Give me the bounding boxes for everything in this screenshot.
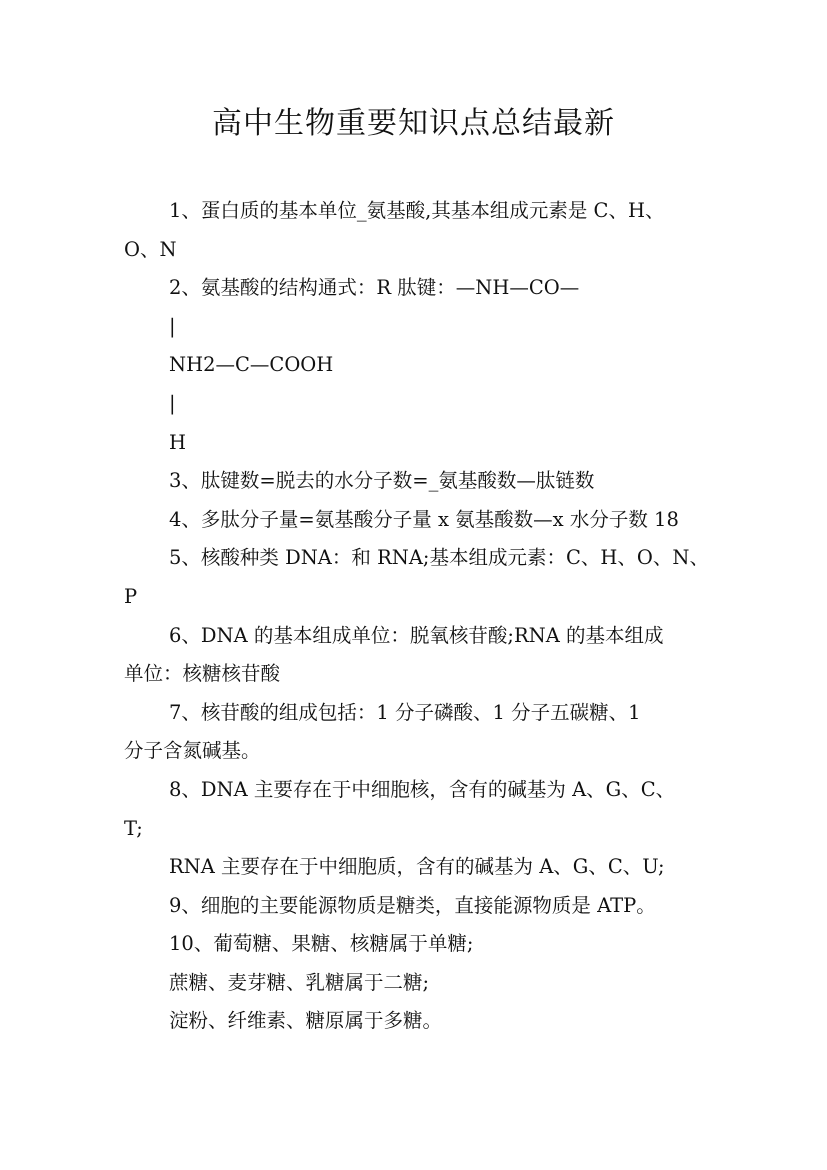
text-line: 4、多肽分子量=氨基酸分子量 x 氨基酸数—x 水分子数 18: [169, 507, 679, 531]
text-line: 1、蛋白质的基本单位_氨基酸,其基本组成元素是 C、H、: [169, 199, 665, 222]
text-line: RNA 主要存在于中细胞质，含有的碱基为 A、G、C、U;: [169, 855, 665, 879]
text-line: 2、氨基酸的结构通式：R 肽键：—NH—CO—: [169, 276, 580, 300]
text-line: 6、DNA 的基本组成单位：脱氧核苷酸;RNA 的基本组成: [169, 623, 664, 647]
text-line: NH2—C—COOH: [169, 353, 334, 377]
text-line: 5、核酸种类 DNA：和 RNA;基本组成元素：C、H、O、N、: [169, 546, 709, 570]
text-line: 3、肽键数=脱去的水分子数=_氨基酸数—肽链数: [169, 469, 595, 493]
text-line: 9、细胞的主要能源物质是糖类，直接能源物质是 ATP。: [169, 893, 656, 917]
text-line: |: [169, 314, 176, 338]
document-body: [124, 192, 724, 1041]
text-line: O、N: [124, 237, 177, 261]
text-line: 单位：核糖核苷酸: [124, 662, 281, 686]
text-line: 7、核苷酸的组成包括：1 分子磷酸、1 分子五碳糖、1: [169, 700, 641, 724]
text-line: |: [169, 391, 176, 415]
text-line: T;: [124, 816, 143, 840]
text-line: P: [124, 584, 138, 608]
text-line: 蔗糖、麦芽糖、乳糖属于二糖;: [169, 970, 430, 994]
text-line: 8、DNA 主要存在于中细胞核，含有的碱基为 A、G、C、: [169, 777, 676, 801]
text-line: 分子含氮碱基。: [124, 739, 261, 763]
text-line: 10、葡萄糖、果糖、核糖属于单糖;: [169, 932, 474, 956]
document-title: 高中生物重要知识点总结最新: [212, 106, 615, 141]
text-line: 淀粉、纤维素、糖原属于多糖。: [169, 1009, 443, 1033]
text-line: H: [169, 430, 187, 454]
